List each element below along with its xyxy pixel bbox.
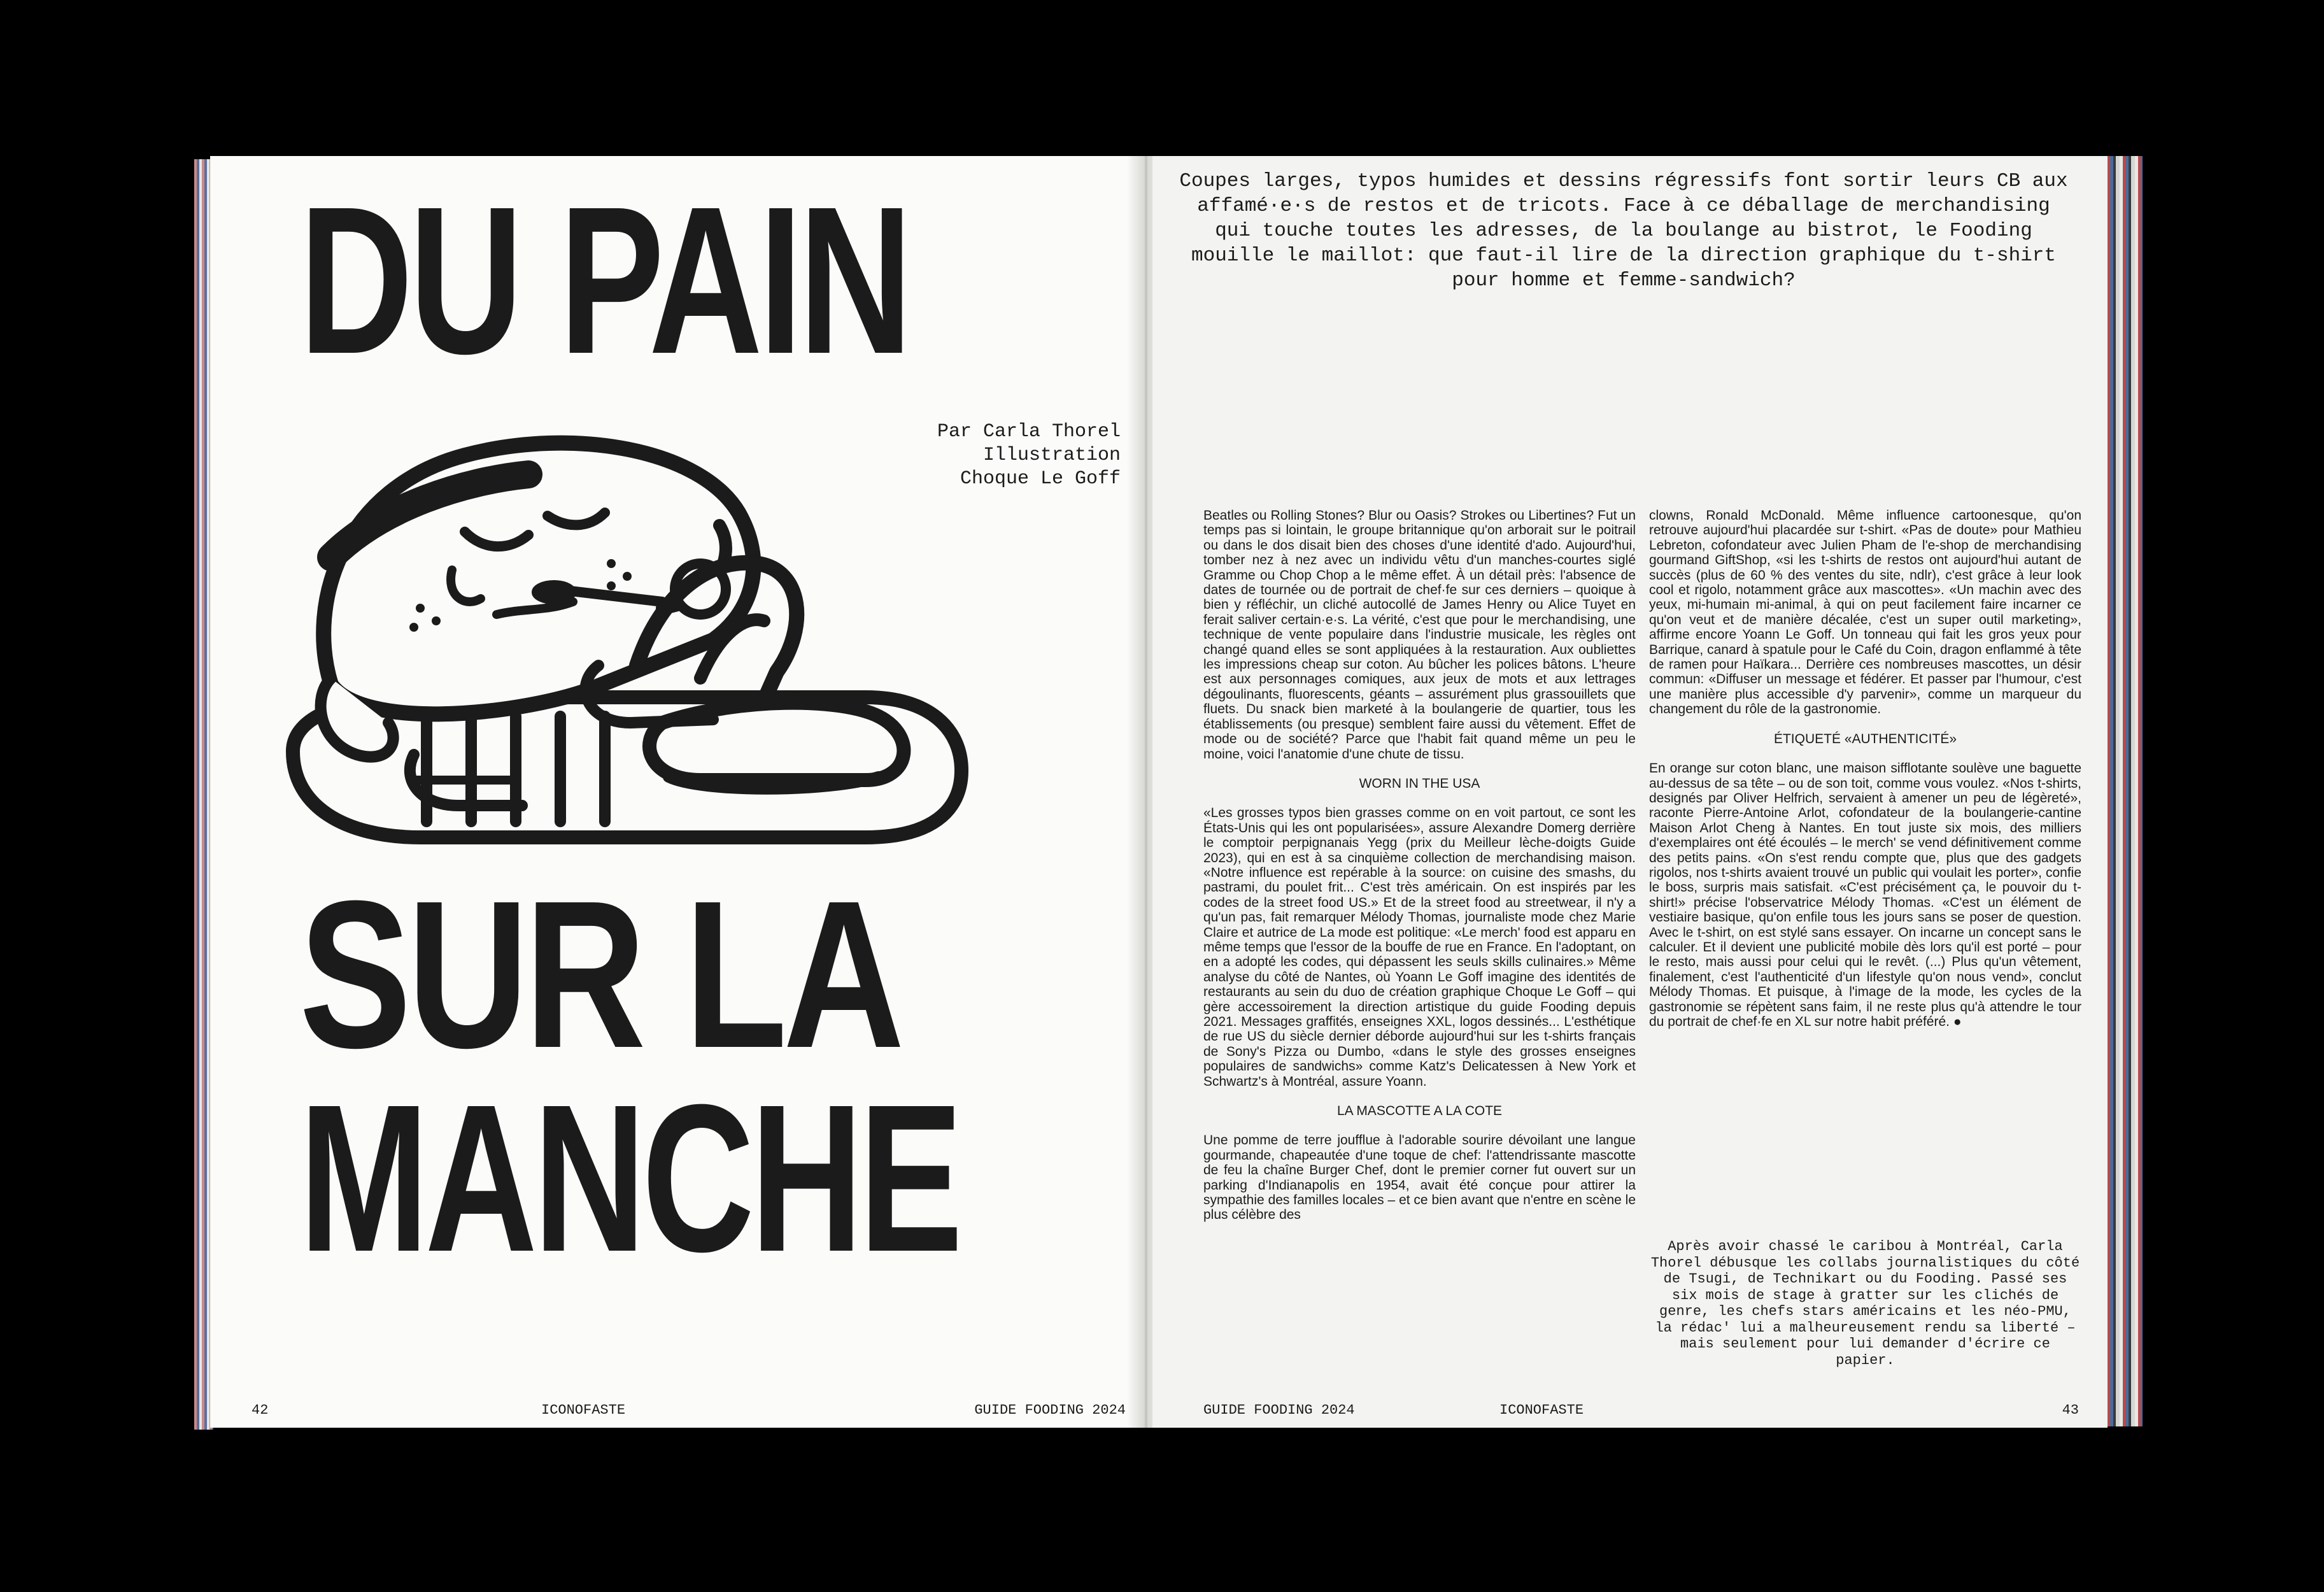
- bread-mascot-illustration: [255, 398, 1108, 907]
- paragraph: En orange sur coton blanc, une maison sifflotante soulève une baguette au-dessus de sa tête – ou de son toit, comme vous voulez. «Nos t-shirts, designés par Oliver Helfrich, servaient à amener un peu de légèreté», raconte Pierre-Antoine Arlot, cofondateur de la boulangerie-cantine Maison Arlot Cheng à Nantes. En tout juste six mois, des milliers d'exemplaires ont été écoulés – le merch' se vend définitivement comme des petits pains. «On s'est rendu compte que, plus que des gadgets rigolos, nos t-shirts avaient trouvé un public qui voulait les porter», confie le boss, surpris mais satisfait. «C'est précisément ça, le pouvoir du t-shirt!» précise l'observatrice Mélody Thomas. «C'est un élément de vestiaire basique, qu'on enfile tous les jours sans se poser de question. Avec le t-shirt, on est stylé sans essayer. On incarne un concept sans le calculer. Et il devient une publicité mobile dès lors qu'il est porté – pour le resto, mais aussi pour celui qui le revêt. (...) Plus qu'un vêtement, finalement, c'est l'authenticité d'un lifestyle qu'on nous vend», conclut Mélody Thomas. Et puisque, à l'image de la mode, les cycles de la gastronomie se répètent sans faim, il ne reste plus qu'à attendre le tour du portrait de chef·fe en XL sur notre habit préféré. ●: [1649, 761, 2081, 1029]
- headline-line-2: SUR LA: [299, 856, 901, 1091]
- author-bio: Après avoir chassé le caribou à Montréal, Carla Thorel débusque les collabs journalistiques du côté de Tsugi, de Technikart ou du Fooding. Passé ses six mois de stage à gratter sur les clichés de genre, les chefs stars américains et les néo-PMU, la rédac' lui a malheureusement rendu sa liberté – mais seulement pour lui demander d'écrire ce papier.: [1650, 1239, 2080, 1368]
- section-name-left: ICONOFASTE: [541, 1402, 626, 1418]
- subheading-la-mascotte: LA MASCOTTE A LA COTE: [1336, 1104, 1503, 1119]
- byline-author: Par Carla Thorel: [937, 421, 1121, 443]
- article-column-1: [1203, 508, 1636, 1223]
- paragraph: Une pomme de terre joufflue à l'adorable sourire dévoilant une langue gourmande, chapeautée d'une toque de chef: l'attendrissante mascotte de feu la chaîne Burger Chef, dont le premier corner fut ouvert sur un parking d'Indianapolis en 1954, avait été conçue pour attirer la sympathie des familles locales – et ce bien avant que n'entre en scène le plus célèbre des: [1203, 1133, 1636, 1223]
- subheading-worn-in-the-usa: WORN IN THE USA: [1359, 776, 1480, 791]
- headline-line-1: DU PAIN: [299, 162, 909, 397]
- paragraph: «Les grosses typos bien grasses comme on en voit partout, ce sont les États-Unis qui les ont popularisées», assure Alexandre Domerg derrière le comptoir perpignanais Yegg (prix du Meilleur lèche-doigts Guide 2023), qui en est à sa cinquième collection de merchandising maison. «Notre influence est repérable à la source: on cuisine des smashs, du pastrami, du poulet frit... C'est très américain. On est inspirés par les codes de la street food US.» Et de la street food au streetwear, il n'y a qu'un pas, fait remarquer Mélody Thomas, journaliste mode chez Marie Claire et autrice de La mode est politique: «Le merch' food est apparu en même temps que l'essor de la bouffe de rue en France. En l'adoptant, on en a adopté les codes, qui dépassent les seuls skills culinaires.» Même analyse du côté de Nantes, où Yoann Le Goff imagine des identités de restaurants au sein du duo de création graphique Choque Le Goff – qui gère accessoirement la direction artistique du guide Fooding depuis 2021. Messages graffités, enseignes XXL, logos dessinés... L'esthétique de rue US du siècle dernier déborde aujourd'hui sur les t-shirts français de Sony's Pizza ou Dumbo, «dans le style des grosses enseignes populaires de sandwichs» comme Katz's Delicatessen à New York et Schwartz's à Montréal, assure Yoann.: [1203, 806, 1636, 1089]
- byline-illustration-label: Illustration: [982, 444, 1121, 466]
- byline-illustrator: Choque Le Goff: [960, 468, 1121, 490]
- paragraph: clowns, Ronald McDonald. Même influence cartoonesque, qu'on retrouve aujourd'hui placardée sur t-shirt. «Pas de doute» pour Mathieu Lebreton, cofondateur avec Julien Pham de l'e-shop de merchandising gourmand GiftShop, «si les t-shirts de restos ont aujourd'hui autant de succès (plus de 60 % des ventes du site, ndlr), c'est grâce à leur look cool et rigolo, notamment grâce aux mascottes». «Un machin avec des yeux, mi-humain mi-animal, à qui on peut facilement faire incarner ce qu'on veut et de manière décalée, c'est un super outil marketing», affirme encore Yoann Le Goff. Un tonneau qui fait les gros yeux pour Barrique, canard à spatule pour le Café du Coin, dragon enflammé à tête de ramen pour Haïkara... Derrière ces nombreuses mascottes, un désir commun: «Diffuser un message et fédérer. Et passer par l'humour, c'est une manière plus accessible d'y parvenir», comme un marqueur du changement du rôle de la gastronomie.: [1649, 508, 2081, 717]
- left-page: [210, 156, 1140, 1428]
- subheading-etiquete: ÉTIQUETÉ «AUTHENTICITÉ»: [1773, 731, 1957, 746]
- article-column-2: [1649, 508, 2081, 1029]
- paragraph: Beatles ou Rolling Stones? Blur ou Oasis? Strokes ou Libertines? Fut un temps pas si lointain, le groupe britannique qu'on arborait sur le poitrail ou dans le dos disait bien des choses d'une identité d'ado. Aujourd'hui, tomber nez à nez avec un individu vêtu d'un manches-courtes siglé Gramme ou Chop Chop a le même effet. À un détail près: l'absence de dates de tournée ou de portrait de chef·fe sur ces derniers – quoique à bien y réfléchir, un cliché autocollé de James Henry ou Alice Tuyet en ferait saliver certain·e·s. La vérité, c'est que pour le merchandising, une technique de vente populaire dans l'industrie musicale, les règles ont changé quand elles se sont appliquées à la restauration. Aux oubliettes les impressions cheap sur coton. Au bûcher les polices bâtons. L'heure est aux personnages comiques, aux jeux de mots et aux lettrages dégoulinants, fluorescents, géants – assurément plus grassouillets que fluets. Du snack bien marketé à la boulangerie de quartier, tous les établissements (ou presque) semblent faire aussi du vêtement. Effet de mode ou de société? Parce que l'habit fait quand même un peu le moine, voici l'anatomie d'une chute de tissu.: [1203, 508, 1636, 762]
- section-name-right: ICONOFASTE: [1499, 1402, 1584, 1418]
- page-number-right: 43: [2062, 1402, 2079, 1418]
- intro-deck: Coupes larges, typos humides et dessins régressifs font sortir leurs CB aux affamé·e·s de restos et de tricots. Face à ce déballage de merchandising qui touche toutes les adresses, de la boulange au bistrot, le Fooding mouille le maillot: que faut-il lire de la direction graphique du t-shirt pour homme et femme-sandwich?: [1179, 170, 2068, 292]
- publication-name-left: GUIDE FOODING 2024: [974, 1402, 1126, 1418]
- publication-name-right: GUIDE FOODING 2024: [1203, 1402, 1355, 1418]
- right-page-edge-stripes: [2104, 156, 2143, 1426]
- page-number-left: 42: [252, 1402, 269, 1418]
- right-page: [1152, 156, 2108, 1428]
- headline-line-3: MANCHE: [299, 1060, 960, 1295]
